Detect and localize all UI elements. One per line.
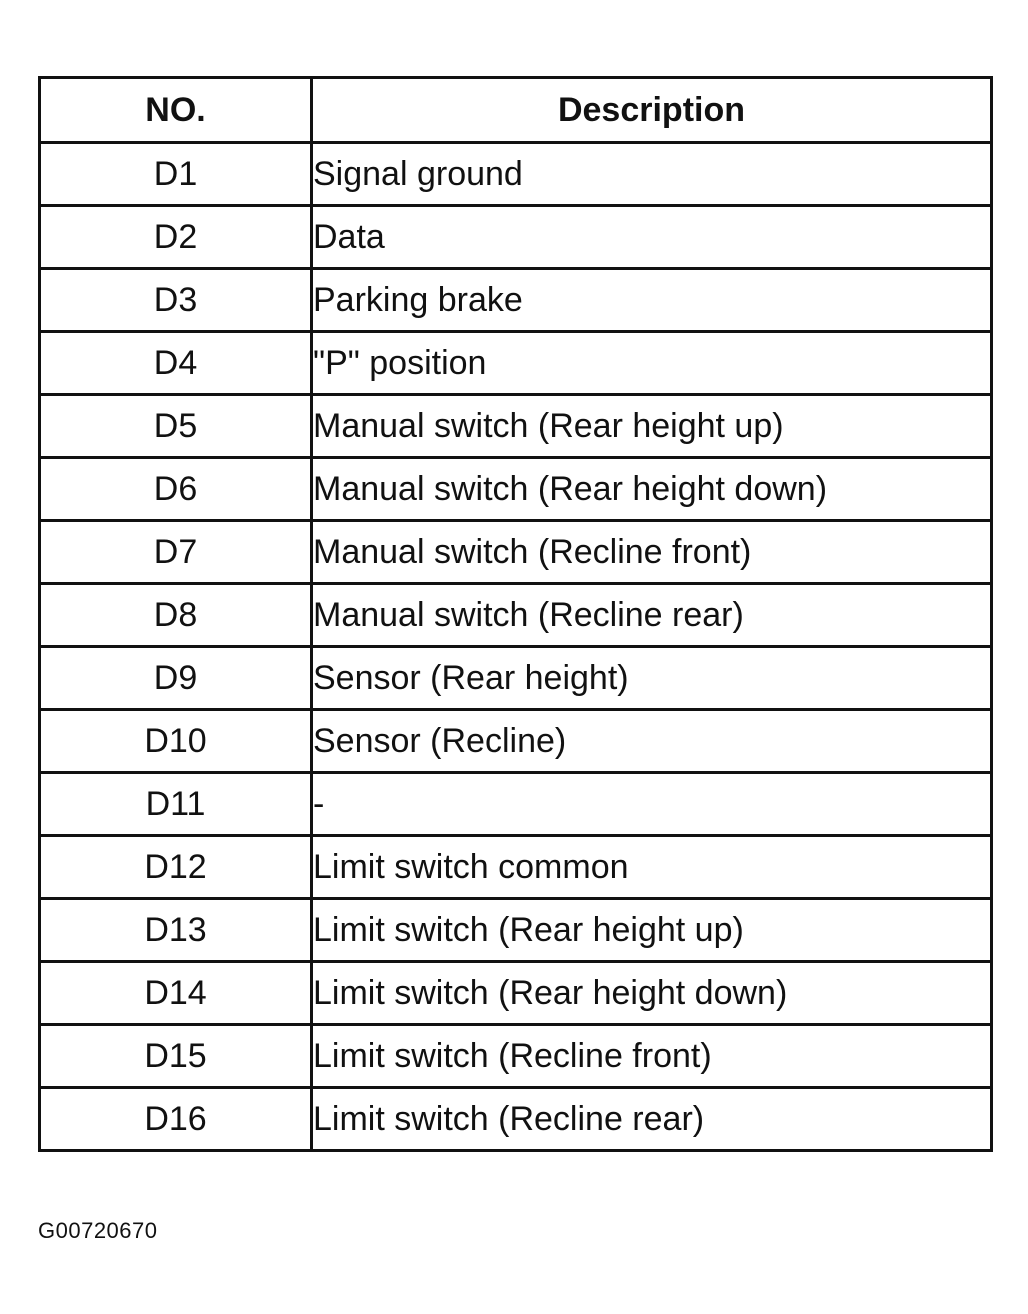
pin-number: D8 bbox=[40, 584, 312, 647]
figure-code: G00720670 bbox=[38, 1218, 158, 1243]
pin-description-sheet bbox=[38, 76, 990, 1152]
pin-number: D16 bbox=[40, 1088, 312, 1151]
table-row bbox=[40, 899, 992, 962]
pin-number: D3 bbox=[40, 269, 312, 332]
pin-number: D14 bbox=[40, 962, 312, 1025]
table-row bbox=[40, 143, 992, 206]
pin-number: D2 bbox=[40, 206, 312, 269]
table-row bbox=[40, 521, 992, 584]
table-row bbox=[40, 836, 992, 899]
pin-description: Signal ground bbox=[312, 143, 992, 206]
table-row bbox=[40, 710, 992, 773]
pin-description: Limit switch (Rear height down) bbox=[312, 962, 992, 1025]
table-row bbox=[40, 584, 992, 647]
pin-description: - bbox=[312, 773, 992, 836]
pin-description: Limit switch (Recline rear) bbox=[312, 1088, 992, 1151]
pin-description: Sensor (Rear height) bbox=[312, 647, 992, 710]
pin-number: D7 bbox=[40, 521, 312, 584]
pin-number: D15 bbox=[40, 1025, 312, 1088]
table-row bbox=[40, 1088, 992, 1151]
pin-table bbox=[38, 76, 993, 1152]
pin-number: D11 bbox=[40, 773, 312, 836]
pin-number: D13 bbox=[40, 899, 312, 962]
table-row bbox=[40, 395, 992, 458]
pin-description: Manual switch (Rear height down) bbox=[312, 458, 992, 521]
pin-description: Sensor (Recline) bbox=[312, 710, 992, 773]
table-row bbox=[40, 962, 992, 1025]
pin-description: Limit switch (Recline front) bbox=[312, 1025, 992, 1088]
table-row bbox=[40, 647, 992, 710]
table-row bbox=[40, 206, 992, 269]
pin-number: D5 bbox=[40, 395, 312, 458]
header-no: NO. bbox=[40, 78, 312, 143]
table-row bbox=[40, 458, 992, 521]
pin-number: D10 bbox=[40, 710, 312, 773]
pin-description: Manual switch (Recline front) bbox=[312, 521, 992, 584]
pin-description: Limit switch common bbox=[312, 836, 992, 899]
pin-number: D4 bbox=[40, 332, 312, 395]
pin-number: D6 bbox=[40, 458, 312, 521]
table-row bbox=[40, 269, 992, 332]
table-row bbox=[40, 332, 992, 395]
pin-description: "P" position bbox=[312, 332, 992, 395]
pin-description: Manual switch (Recline rear) bbox=[312, 584, 992, 647]
pin-number: D1 bbox=[40, 143, 312, 206]
table-header-row bbox=[40, 78, 992, 143]
pin-description: Manual switch (Rear height up) bbox=[312, 395, 992, 458]
pin-number: D9 bbox=[40, 647, 312, 710]
pin-description: Data bbox=[312, 206, 992, 269]
pin-description: Parking brake bbox=[312, 269, 992, 332]
pin-number: D12 bbox=[40, 836, 312, 899]
table-row bbox=[40, 773, 992, 836]
table-row bbox=[40, 1025, 992, 1088]
pin-description: Limit switch (Rear height up) bbox=[312, 899, 992, 962]
header-description: Description bbox=[312, 78, 992, 143]
